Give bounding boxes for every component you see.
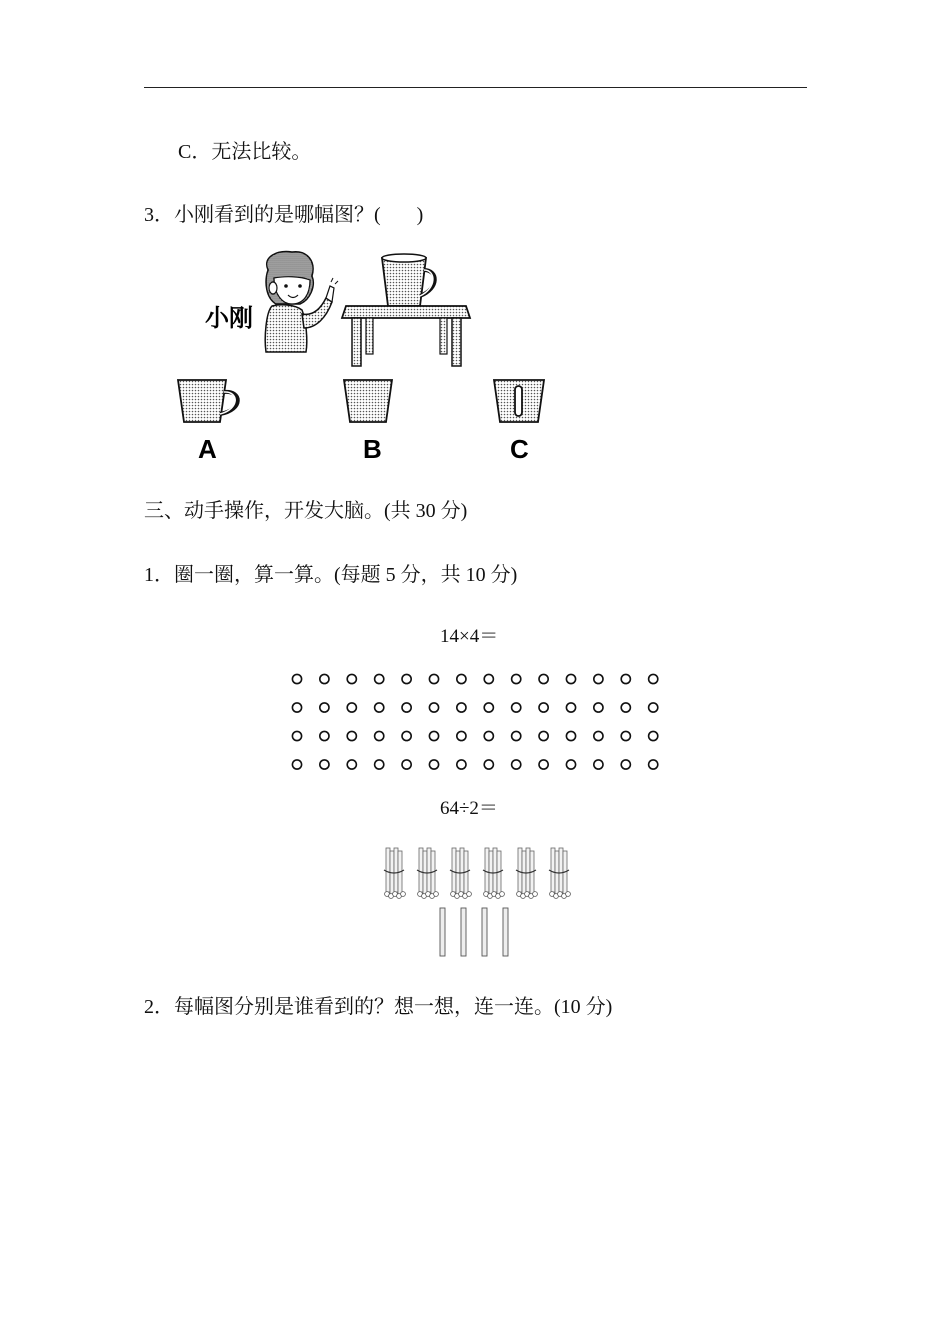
circle-dot bbox=[402, 703, 411, 712]
section-3-title: 三、动手操作，开发大脑。(共 30 分) bbox=[144, 500, 468, 522]
cup-no-handle-icon bbox=[344, 380, 392, 422]
circle-dot bbox=[621, 674, 630, 683]
circle-dot bbox=[566, 674, 575, 683]
circle-dot bbox=[512, 674, 521, 683]
circle-dot bbox=[649, 703, 658, 712]
circle-dot bbox=[594, 760, 603, 769]
circle-dot bbox=[457, 674, 466, 683]
circle-dot bbox=[457, 731, 466, 740]
single-stick-icon bbox=[461, 908, 466, 956]
circle-dot bbox=[292, 703, 301, 712]
single-stick-icon bbox=[482, 908, 487, 956]
circle-dot bbox=[594, 674, 603, 683]
circle-dot bbox=[429, 731, 438, 740]
circle-dot bbox=[347, 760, 356, 769]
stick-bundle-icon bbox=[483, 848, 504, 898]
circle-dot bbox=[457, 760, 466, 769]
question-1-title: 1．圈一圈，算一算。(每题 5 分，共 10 分) bbox=[144, 564, 518, 586]
circle-dot bbox=[347, 731, 356, 740]
circle-dot bbox=[649, 731, 658, 740]
circle-dot bbox=[566, 703, 575, 712]
circle-dot bbox=[621, 760, 630, 769]
circle-dot bbox=[402, 760, 411, 769]
circle-dot bbox=[292, 731, 301, 740]
option-a-label[interactable]: A bbox=[198, 434, 217, 464]
cup-handle-right-icon bbox=[178, 380, 238, 422]
circle-dot bbox=[649, 760, 658, 769]
counting-sticks bbox=[378, 842, 578, 962]
circle-dot-grid bbox=[288, 670, 668, 770]
circle-dot bbox=[320, 674, 329, 683]
expression-64div2: 64÷2＝ bbox=[440, 798, 498, 819]
stick-bundle-icon bbox=[549, 848, 570, 898]
option-c-label[interactable]: C bbox=[510, 434, 529, 464]
circle-dot bbox=[621, 731, 630, 740]
circle-dot bbox=[347, 674, 356, 683]
option-b-label[interactable]: B bbox=[363, 434, 382, 464]
boy-name-label: 小刚 bbox=[205, 304, 253, 332]
circle-dot bbox=[512, 731, 521, 740]
single-stick-icon bbox=[440, 908, 445, 956]
single-stick-icon bbox=[503, 908, 508, 956]
circle-dot bbox=[539, 760, 548, 769]
circle-dot bbox=[292, 674, 301, 683]
question-3-text: 3．小刚看到的是哪幅图？( bbox=[144, 204, 381, 226]
circle-dot bbox=[621, 703, 630, 712]
cup-handle-front-icon bbox=[494, 380, 544, 422]
circle-dot bbox=[594, 703, 603, 712]
circle-dot bbox=[429, 674, 438, 683]
circle-dot bbox=[429, 760, 438, 769]
circle-dot bbox=[402, 731, 411, 740]
circle-dot bbox=[375, 731, 384, 740]
circle-dot bbox=[375, 703, 384, 712]
circle-dot bbox=[320, 731, 329, 740]
circle-dot bbox=[594, 731, 603, 740]
circle-dot bbox=[649, 674, 658, 683]
choice-c: C．无法比较。 bbox=[178, 141, 312, 163]
circle-dot bbox=[566, 731, 575, 740]
expression-14x4: 14×4＝ bbox=[440, 626, 499, 647]
circle-dot bbox=[484, 731, 493, 740]
cup-on-table-icon bbox=[342, 254, 470, 366]
stick-bundle-icon bbox=[450, 848, 471, 898]
stick-bundle-icon bbox=[384, 848, 405, 898]
circle-dot bbox=[457, 703, 466, 712]
circle-dot bbox=[292, 760, 301, 769]
question-3-close: ) bbox=[416, 204, 424, 226]
circle-dot bbox=[512, 760, 521, 769]
circle-dot bbox=[539, 674, 548, 683]
header-rule bbox=[144, 87, 807, 88]
circle-dot bbox=[484, 703, 493, 712]
stick-bundle-icon bbox=[516, 848, 537, 898]
circle-dot bbox=[375, 674, 384, 683]
circle-dot bbox=[429, 703, 438, 712]
boy-pointing-icon bbox=[265, 252, 338, 352]
question-3-figure bbox=[170, 248, 570, 468]
question-2-title: 2．每幅图分别是谁看到的？想一想，连一连。(10 分) bbox=[144, 996, 613, 1018]
circle-dot bbox=[320, 703, 329, 712]
circle-dot bbox=[347, 703, 356, 712]
circle-dot bbox=[484, 674, 493, 683]
circle-dot bbox=[375, 760, 384, 769]
stick-bundle-icon bbox=[417, 848, 438, 898]
circle-dot bbox=[512, 703, 521, 712]
circle-dot bbox=[320, 760, 329, 769]
circle-dot bbox=[539, 703, 548, 712]
circle-dot bbox=[566, 760, 575, 769]
circle-dot bbox=[484, 760, 493, 769]
question-3 bbox=[144, 202, 423, 228]
circle-dot bbox=[539, 731, 548, 740]
circle-dot bbox=[402, 674, 411, 683]
